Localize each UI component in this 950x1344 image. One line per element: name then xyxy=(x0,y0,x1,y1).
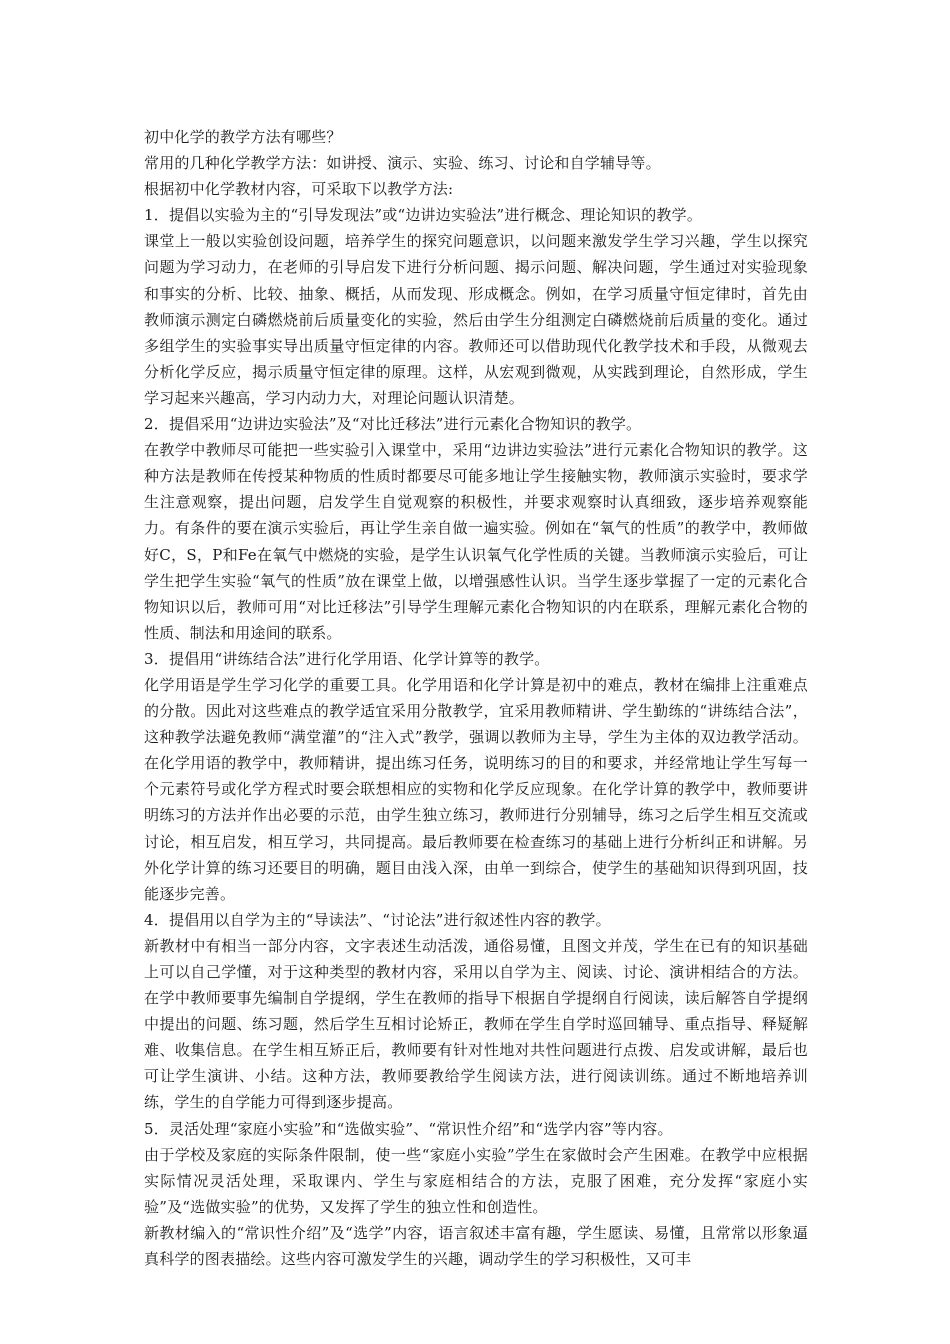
section-paragraph-2: 在教学中教师尽可能把一些实验引入课堂中，采用“边讲边实验法”进行元素化合物知识的教学。这种方法是教师在传授某种物质的性质时都要尽可能多地让学生接触实物，教师演示实验时，要求学生注意观察，提出问题，启发学生自觉观察的积极性，并要求观察时认真细致，逐步培养观察能力。有条件的要在演示实验后，再让学生亲自做一遍实验。例如在“氧气的性质”的教学中，教师做好C，S，P和Fe在氧气中燃烧的实验，是学生认识氧气化学性质的关键。当教师演示实验后，可让学生把学生实验“氧气的性质”放在课堂上做，以增强感性认识。当学生逐步掌握了一定的元素化合物知识以后，教师可用“对比迁移法”引导学生理解元素化合物知识的内在联系，理解元素化合物的性质、制法和用途间的联系。 xyxy=(144,441,808,642)
section-heading-5: 5．灵活处理“家庭小实验”和“选做实验”、“常识性介绍”和“选学内容”等内容。 xyxy=(144,1119,673,1138)
section-paragraph-1: 课堂上一般以实验创设问题，培养学生的探究问题意识，以问题来激发学生学习兴趣，学生以探究问题为学习动力，在老师的引导启发下进行分析问题、揭示问题、解决问题，学生通过对实验现象和事实的分析、比较、抽象、概括，从而发现、形成概念。例如，在学习质量守恒定律时，首先由教师演示测定白磷燃烧前后质量变化的实验，然后由学生分组测定白磷燃烧前后质量的变化。通过多组学生的实验事实导出质量守恒定律的内容。教师还可以借助现代化教学技术和手段，从微观去分析化学反应，揭示质量守恒定律的原理。这样，从宏观到微观，从实践到理论，自然形成，学生学习起来兴趣高，学习内动力大，对理论问题认识清楚。 xyxy=(144,232,808,407)
section-heading-4: 4．提倡用以自学为主的“导读法”、“讨论法”进行叙述性内容的教学。 xyxy=(144,910,611,929)
intro-line-methods: 常用的几种化学教学方法：如讲授、演示、实验、练习、讨论和自学辅导等。 xyxy=(144,154,661,173)
section-heading-3: 3．提倡用“讲练结合法”进行化学用语、化学计算等的教学。 xyxy=(144,649,550,668)
section-paragraph-4: 新教材中有相当一部分内容，文字表述生动活泼，通俗易懂，且图文并茂，学生在已有的知识基础上可以自己学懂，对于这种类型的教材内容，采用以自学为主、阅读、讨论、演讲相结合的方法。在学中教师要事先编制自学提纲，学生在教师的指导下根据自学提纲自行阅读，读后解答自学提纲中提出的问题、练习题，然后学生互相讨论矫正，教师在学生自学时巡回辅导、重点指导、释疑解难、收集信息。在学生相互矫正后，教师要有针对性地对共性问题进行点拨、启发或讲解，最后也可让学生演讲、小结。这种方法，教师要教给学生阅读方法，进行阅读训练。通过不断地培养训练，学生的自学能力可得到逐步提高。 xyxy=(144,936,808,1112)
section-heading-2: 2．提倡采用“边讲边实验法”及“对比迁移法”进行元素化合物知识的教学。 xyxy=(144,415,642,434)
section-heading-1: 1．提倡以实验为主的“引导发现法”或“边讲边实验法”进行概念、理论知识的教学。 xyxy=(144,206,703,225)
section-paragraph-3: 化学用语是学生学习化学的重要工具。化学用语和化学计算是初中的难点，教材在编排上注重难点的分散。因此对这些难点的教学适宜采用分散教学，宜采用教师精讲、学生勤练的“讲练结合法”，这种教学法避免教师“满堂灌”的“注入式”教学，强调以教师为主导，学生为主体的双边教学活动。在化学用语的教学中，教师精讲，提出练习任务，说明练习的目的和要求，并经常地让学生写每一个元素符号或化学方程式时要会联想相应的实物和化学反应现象。在化学计算的教学中，教师要讲明练习的方法并作出必要的示范，由学生独立练习，教师进行分别辅导，练习之后学生相互交流或讨论，相互启发，相互学习，共同提高。最后教师要在检查练习的基础上进行分析纠正和讲解。另外化学计算的练习还要目的明确，题目由浅入深，由单一到综合，使学生的基础知识得到巩固，技能逐步完善。 xyxy=(144,675,808,903)
document-title: 初中化学的教学方法有哪些？ xyxy=(144,128,342,146)
intro-line-approach: 根据初中化学教材内容，可采取下以教学方法: xyxy=(144,180,454,199)
section-paragraph-6: 新教材编入的“常识性介绍”及“选学”内容，语言叙述丰富有趣，学生愿读、易懂，且常常以形象逼真科学的图表描绘。这些内容可激发学生的兴趣，调动学生的学习积极性，又可丰 xyxy=(144,1223,808,1269)
section-paragraph-5: 由于学校及家庭的实际条件限制，使一些“家庭小实验”学生在家做时会产生困难。在教学中应根据实际情况灵活处理，采取课内、学生与家庭相结合的方法，克服了困难，充分发挥“家庭小实验”及“选做实验”的优势，又发挥了学生的独立性和创造性。 xyxy=(144,1145,808,1216)
document-body xyxy=(144,124,808,1272)
